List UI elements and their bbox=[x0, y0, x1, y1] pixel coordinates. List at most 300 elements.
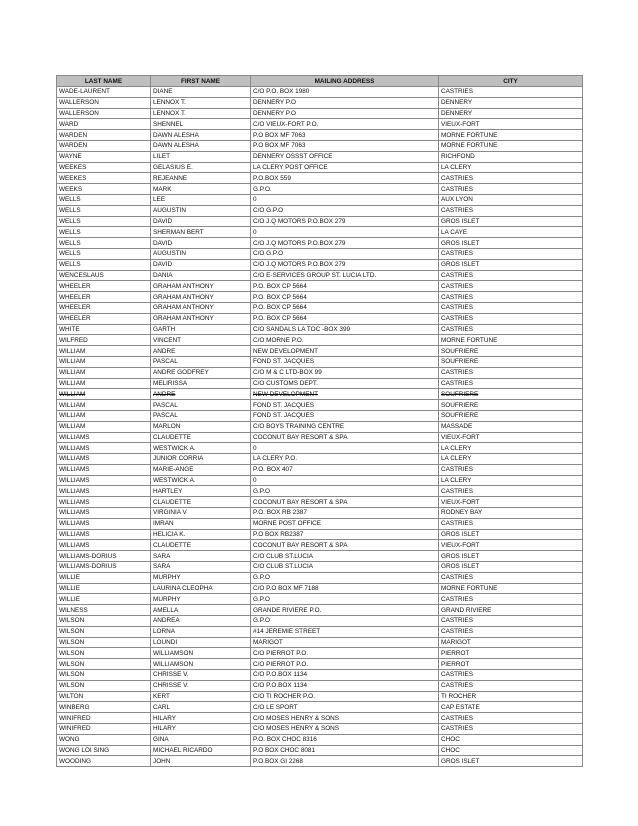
cell-first-name: MARLON bbox=[151, 421, 251, 432]
cell-last-name: WELLS bbox=[57, 205, 151, 216]
table-row bbox=[57, 292, 583, 303]
cell-city: MORNE FORTUNE bbox=[439, 583, 583, 594]
cell-mailing-address: C/O TI ROCHER P.O. bbox=[251, 691, 439, 702]
cell-last-name: WEEKES bbox=[57, 162, 151, 173]
table-row bbox=[57, 302, 583, 313]
cell-mailing-address: 0 bbox=[251, 475, 439, 486]
cell-first-name: CARL bbox=[151, 702, 251, 713]
cell-mailing-address: 0 bbox=[251, 194, 439, 205]
cell-first-name: GINA bbox=[151, 734, 251, 745]
cell-city: DENNERY bbox=[439, 108, 583, 119]
cell-city: GROS ISLET bbox=[439, 562, 583, 573]
table-row bbox=[57, 119, 583, 130]
table-row bbox=[57, 259, 583, 270]
cell-mailing-address: C/O P.O.BOX 1134 bbox=[251, 680, 439, 691]
table-row bbox=[57, 410, 583, 421]
cell-city: PIERROT bbox=[439, 648, 583, 659]
table-row bbox=[57, 335, 583, 346]
cell-mailing-address: C/O CLUB ST.LUCIA bbox=[251, 551, 439, 562]
cell-mailing-address: P.O. BOX CHOC 8316 bbox=[251, 734, 439, 745]
cell-mailing-address: P.O BOX MF 7063 bbox=[251, 130, 439, 141]
table-row bbox=[57, 724, 583, 735]
cell-last-name: WELLS bbox=[57, 216, 151, 227]
cell-first-name: KERT bbox=[151, 691, 251, 702]
cell-city: GROS ISLET bbox=[439, 238, 583, 249]
cell-city: CASTRIES bbox=[439, 378, 583, 389]
cell-city: CAP ESTATE bbox=[439, 702, 583, 713]
cell-mailing-address: COCONUT BAY RESORT & SPA bbox=[251, 497, 439, 508]
cell-last-name: WILLIAMS bbox=[57, 497, 151, 508]
table-row bbox=[57, 605, 583, 616]
cell-first-name: VIRGINIA V bbox=[151, 508, 251, 519]
table-row bbox=[57, 421, 583, 432]
table-row bbox=[57, 648, 583, 659]
cell-city: PIERROT bbox=[439, 659, 583, 670]
table-row bbox=[57, 130, 583, 141]
cell-first-name: DAWN ALESHA bbox=[151, 140, 251, 151]
cell-last-name: WARD bbox=[57, 119, 151, 130]
cell-first-name: DIANE bbox=[151, 87, 251, 98]
cell-city: MORNE FORTUNE bbox=[439, 130, 583, 141]
cell-mailing-address: C/O E-SERVICES GROUP ST. LUCIA LTD. bbox=[251, 270, 439, 281]
cell-last-name: WILLIAMS bbox=[57, 518, 151, 529]
table-row bbox=[57, 670, 583, 681]
cell-city: CASTRIES bbox=[439, 616, 583, 627]
table-row bbox=[57, 151, 583, 162]
cell-mailing-address: C/O J.Q MOTORS P.O.BOX 279 bbox=[251, 216, 439, 227]
table-row bbox=[57, 616, 583, 627]
cell-last-name: WILSON bbox=[57, 648, 151, 659]
table-row bbox=[57, 356, 583, 367]
cell-mailing-address: P.O.BOX GI 2268 bbox=[251, 756, 439, 767]
cell-mailing-address: G.P.O bbox=[251, 616, 439, 627]
cell-first-name: AMELLA bbox=[151, 605, 251, 616]
cell-city: CASTRIES bbox=[439, 173, 583, 184]
cell-mailing-address: C/O MOSES HENRY & SONS bbox=[251, 713, 439, 724]
table-row bbox=[57, 529, 583, 540]
table-row bbox=[57, 324, 583, 335]
cell-city: CASTRIES bbox=[439, 464, 583, 475]
cell-last-name: WINBERG bbox=[57, 702, 151, 713]
cell-last-name: WILSON bbox=[57, 659, 151, 670]
table-row bbox=[57, 346, 583, 357]
cell-first-name: SARA bbox=[151, 562, 251, 573]
cell-last-name: WILLIAM bbox=[57, 389, 151, 400]
table-row bbox=[57, 216, 583, 227]
cell-first-name: GRAHAM ANTHONY bbox=[151, 313, 251, 324]
cell-first-name: LOUNDI bbox=[151, 637, 251, 648]
cell-city: CASTRIES bbox=[439, 680, 583, 691]
cell-city: LA CAYE bbox=[439, 227, 583, 238]
cell-mailing-address: C/O LE SPORT bbox=[251, 702, 439, 713]
cell-first-name: MURPHY bbox=[151, 572, 251, 583]
table-row bbox=[57, 432, 583, 443]
cell-last-name: WILLIAMS bbox=[57, 508, 151, 519]
cell-city: LA CLERY bbox=[439, 443, 583, 454]
cell-last-name: WELLS bbox=[57, 238, 151, 249]
cell-city: CASTRIES bbox=[439, 594, 583, 605]
cell-mailing-address: P.O. BOX RB 2387 bbox=[251, 508, 439, 519]
cell-first-name: DAWN ALESHA bbox=[151, 130, 251, 141]
cell-mailing-address: COCONUT BAY RESORT & SPA bbox=[251, 540, 439, 551]
table-row bbox=[57, 227, 583, 238]
cell-last-name: WARDEN bbox=[57, 130, 151, 141]
cell-city: CASTRIES bbox=[439, 486, 583, 497]
cell-city: CHOC bbox=[439, 734, 583, 745]
cell-first-name: REJEANNE bbox=[151, 173, 251, 184]
cell-last-name: WILLIAM bbox=[57, 378, 151, 389]
cell-city: CASTRIES bbox=[439, 248, 583, 259]
table-row bbox=[57, 734, 583, 745]
cell-city: CASTRIES bbox=[439, 518, 583, 529]
cell-first-name: LORNA bbox=[151, 626, 251, 637]
cell-last-name: WINIFRED bbox=[57, 724, 151, 735]
cell-city: CASTRIES bbox=[439, 302, 583, 313]
cell-city: MORNE FORTUNE bbox=[439, 140, 583, 151]
cell-city: MARIGOT bbox=[439, 637, 583, 648]
cell-last-name: WOODING bbox=[57, 756, 151, 767]
table-row bbox=[57, 87, 583, 98]
cell-last-name: WELLS bbox=[57, 248, 151, 259]
cell-last-name: WILLIAMS bbox=[57, 454, 151, 465]
cell-first-name: WESTWICK A. bbox=[151, 475, 251, 486]
cell-last-name: WILLIAM bbox=[57, 346, 151, 357]
cell-last-name: WILLIAMS bbox=[57, 443, 151, 454]
table-row bbox=[57, 389, 583, 400]
cell-last-name: WILLIE bbox=[57, 583, 151, 594]
cell-city: CASTRIES bbox=[439, 626, 583, 637]
table-row bbox=[57, 497, 583, 508]
cell-last-name: WAYNE bbox=[57, 151, 151, 162]
cell-mailing-address: C/O J.Q MOTORS P.O.BOX 279 bbox=[251, 259, 439, 270]
cell-mailing-address: C/O P.O.BOX 1134 bbox=[251, 670, 439, 681]
cell-first-name: GELASIUS E. bbox=[151, 162, 251, 173]
cell-last-name: WILLIAMS-DORIUS bbox=[57, 551, 151, 562]
cell-first-name: CLAUDETTE bbox=[151, 497, 251, 508]
cell-city: GRAND RIVIERE bbox=[439, 605, 583, 616]
cell-mailing-address: NEW DEVELOPMENT bbox=[251, 389, 439, 400]
cell-city: VIEUX-FORT bbox=[439, 432, 583, 443]
cell-mailing-address: C/O J.Q MOTORS P.O.BOX 279 bbox=[251, 238, 439, 249]
cell-city: CASTRIES bbox=[439, 367, 583, 378]
cell-city: CASTRIES bbox=[439, 205, 583, 216]
cell-first-name: PASCAL bbox=[151, 410, 251, 421]
table-row bbox=[57, 756, 583, 767]
cell-first-name: MARIE-ANGE bbox=[151, 464, 251, 475]
cell-last-name: WILFRED bbox=[57, 335, 151, 346]
cell-mailing-address: 0 bbox=[251, 443, 439, 454]
table-row bbox=[57, 270, 583, 281]
cell-last-name: WINIFRED bbox=[57, 713, 151, 724]
cell-city: CHOC bbox=[439, 745, 583, 756]
cell-last-name: WONG bbox=[57, 734, 151, 745]
cell-city: CASTRIES bbox=[439, 313, 583, 324]
cell-city: CASTRIES bbox=[439, 184, 583, 195]
cell-mailing-address: G.P.O. bbox=[251, 184, 439, 195]
cell-mailing-address: DENNERY P.O bbox=[251, 108, 439, 119]
cell-last-name: WILLIAM bbox=[57, 367, 151, 378]
table-row bbox=[57, 140, 583, 151]
table-row bbox=[57, 475, 583, 486]
cell-mailing-address: P.O. BOX CP 5664 bbox=[251, 302, 439, 313]
cell-first-name: AUGUSTIN bbox=[151, 205, 251, 216]
cell-first-name: WILLIAMSON bbox=[151, 648, 251, 659]
cell-mailing-address: P.O BOX CHOC 8081 bbox=[251, 745, 439, 756]
cell-first-name: IMRAN bbox=[151, 518, 251, 529]
cell-last-name: WHEELER bbox=[57, 281, 151, 292]
cell-mailing-address: P.O.BOX 559 bbox=[251, 173, 439, 184]
header-first-name: FIRST NAME bbox=[151, 76, 251, 87]
cell-mailing-address: FOND ST. JACQUES bbox=[251, 410, 439, 421]
cell-first-name: GRAHAM ANTHONY bbox=[151, 281, 251, 292]
cell-mailing-address: DENNERY P.O bbox=[251, 97, 439, 108]
cell-last-name: WELLS bbox=[57, 194, 151, 205]
cell-first-name: ANDREA bbox=[151, 616, 251, 627]
cell-first-name: ANDRE bbox=[151, 389, 251, 400]
table-row bbox=[57, 691, 583, 702]
cell-last-name: WADE-LAURENT bbox=[57, 87, 151, 98]
cell-last-name: WILLIAMS bbox=[57, 540, 151, 551]
cell-first-name: SHENNEL bbox=[151, 119, 251, 130]
table-row bbox=[57, 194, 583, 205]
cell-last-name: WILLIAM bbox=[57, 356, 151, 367]
cell-first-name: ANDRE GODFREY bbox=[151, 367, 251, 378]
cell-city: MORNE FORTUNE bbox=[439, 335, 583, 346]
cell-mailing-address: G.P.O bbox=[251, 594, 439, 605]
cell-first-name: SHERMAN BERT bbox=[151, 227, 251, 238]
cell-last-name: WHEELER bbox=[57, 292, 151, 303]
cell-first-name: GRAHAM ANTHONY bbox=[151, 302, 251, 313]
table-row bbox=[57, 184, 583, 195]
table-row bbox=[57, 238, 583, 249]
table-row bbox=[57, 313, 583, 324]
cell-mailing-address: MARIGOT bbox=[251, 637, 439, 648]
cell-first-name: MICHAEL RICARDO bbox=[151, 745, 251, 756]
cell-city: SOUFRIERE bbox=[439, 346, 583, 357]
cell-last-name: WONG LOI SING bbox=[57, 745, 151, 756]
cell-mailing-address: LA CLERY P.O. bbox=[251, 454, 439, 465]
cell-last-name: WILLIAMS bbox=[57, 529, 151, 540]
cell-last-name: WILLIAMS bbox=[57, 475, 151, 486]
table-row bbox=[57, 162, 583, 173]
cell-first-name: PASCAL bbox=[151, 356, 251, 367]
cell-first-name: DAVID bbox=[151, 259, 251, 270]
cell-mailing-address: DENNERY OSSST OFFICE bbox=[251, 151, 439, 162]
table-row bbox=[57, 594, 583, 605]
cell-city: CASTRIES bbox=[439, 572, 583, 583]
table-row bbox=[57, 572, 583, 583]
cell-city: DENNERY bbox=[439, 97, 583, 108]
table-row bbox=[57, 248, 583, 259]
cell-city: CASTRIES bbox=[439, 713, 583, 724]
cell-last-name: WALLERSON bbox=[57, 108, 151, 119]
cell-last-name: WELLS bbox=[57, 259, 151, 270]
cell-mailing-address: MORNE POST OFFICE bbox=[251, 518, 439, 529]
cell-mailing-address: C/O CLUB ST.LUCIA bbox=[251, 562, 439, 573]
cell-city: LA CLERY bbox=[439, 454, 583, 465]
cell-last-name: WILLIAM bbox=[57, 400, 151, 411]
cell-mailing-address: C/O G.P.O bbox=[251, 248, 439, 259]
header-row bbox=[57, 76, 583, 87]
cell-last-name: WILNESS bbox=[57, 605, 151, 616]
cell-first-name: CHRISSE V. bbox=[151, 680, 251, 691]
cell-mailing-address: 0 bbox=[251, 227, 439, 238]
table-row bbox=[57, 551, 583, 562]
cell-mailing-address: P.O. BOX CP 5664 bbox=[251, 292, 439, 303]
cell-mailing-address: C/O P.O BOX MF 7188 bbox=[251, 583, 439, 594]
table-row bbox=[57, 702, 583, 713]
table-row bbox=[57, 108, 583, 119]
cell-last-name: WILSON bbox=[57, 626, 151, 637]
cell-mailing-address: C/O SANDALS LA TOC -BOX 399 bbox=[251, 324, 439, 335]
cell-first-name: GARTH bbox=[151, 324, 251, 335]
cell-last-name: WILSON bbox=[57, 616, 151, 627]
cell-city: RODNEY BAY bbox=[439, 508, 583, 519]
cell-city: TI ROCHER bbox=[439, 691, 583, 702]
cell-last-name: WALLERSON bbox=[57, 97, 151, 108]
cell-last-name: WILLIAM bbox=[57, 410, 151, 421]
cell-city: GROS ISLET bbox=[439, 529, 583, 540]
cell-first-name: LAURINA CLEOPHA bbox=[151, 583, 251, 594]
cell-first-name: SARA bbox=[151, 551, 251, 562]
cell-mailing-address: C/O P.O. BOX 1980 bbox=[251, 87, 439, 98]
table-row bbox=[57, 713, 583, 724]
cell-first-name: DAVID bbox=[151, 216, 251, 227]
cell-mailing-address: C/O BOYS TRAINING CENTRE bbox=[251, 421, 439, 432]
cell-last-name: WHITE bbox=[57, 324, 151, 335]
cell-mailing-address: NEW DEVELOPMENT bbox=[251, 346, 439, 357]
table-row bbox=[57, 454, 583, 465]
cell-first-name: CHRISSE V. bbox=[151, 670, 251, 681]
cell-first-name: LENNOX T. bbox=[151, 108, 251, 119]
table-row bbox=[57, 518, 583, 529]
cell-mailing-address: #14 JEREMIE STREET bbox=[251, 626, 439, 637]
cell-mailing-address: LA CLERY POST OFFICE bbox=[251, 162, 439, 173]
table-row bbox=[57, 745, 583, 756]
cell-last-name: WILTON bbox=[57, 691, 151, 702]
cell-city: CASTRIES bbox=[439, 324, 583, 335]
cell-last-name: WEEKS bbox=[57, 184, 151, 195]
table-row bbox=[57, 367, 583, 378]
cell-city: VIEUX-FORT bbox=[439, 119, 583, 130]
table-row bbox=[57, 378, 583, 389]
cell-last-name: WILSON bbox=[57, 670, 151, 681]
table-row bbox=[57, 508, 583, 519]
cell-city: RICHFOND bbox=[439, 151, 583, 162]
header-city: CITY bbox=[439, 76, 583, 87]
table-row bbox=[57, 173, 583, 184]
cell-mailing-address: C/O VIEUX-FORT P.O. bbox=[251, 119, 439, 130]
cell-mailing-address: P.O. BOX CP 5664 bbox=[251, 281, 439, 292]
cell-last-name: WILLIE bbox=[57, 572, 151, 583]
cell-city: CASTRIES bbox=[439, 724, 583, 735]
cell-mailing-address: C/O M & C LTD-BOX 99 bbox=[251, 367, 439, 378]
cell-city: SOUFRIERE bbox=[439, 400, 583, 411]
cell-last-name: WHEELER bbox=[57, 313, 151, 324]
cell-city: SOUFRIERE bbox=[439, 410, 583, 421]
cell-last-name: WARDEN bbox=[57, 140, 151, 151]
cell-first-name: WESTWICK A. bbox=[151, 443, 251, 454]
cell-first-name: JUNIOR CORRIA bbox=[151, 454, 251, 465]
cell-first-name: HILARY bbox=[151, 724, 251, 735]
table-row bbox=[57, 637, 583, 648]
table-row bbox=[57, 97, 583, 108]
cell-mailing-address: C/O PIERROT P.O. bbox=[251, 648, 439, 659]
cell-first-name: HILARY bbox=[151, 713, 251, 724]
table-row bbox=[57, 680, 583, 691]
cell-city: VIEUX-FORT bbox=[439, 497, 583, 508]
cell-city: CASTRIES bbox=[439, 281, 583, 292]
cell-mailing-address: P.O BOX RB2387 bbox=[251, 529, 439, 540]
cell-last-name: WILSON bbox=[57, 637, 151, 648]
cell-mailing-address: P.O BOX MF 7063 bbox=[251, 140, 439, 151]
cell-first-name: LILET bbox=[151, 151, 251, 162]
cell-mailing-address: COCONUT BAY RESORT & SPA bbox=[251, 432, 439, 443]
cell-city: CASTRIES bbox=[439, 670, 583, 681]
table-row bbox=[57, 281, 583, 292]
cell-last-name: WILLIE bbox=[57, 594, 151, 605]
cell-mailing-address: GRANDE RIVIERE P.O. bbox=[251, 605, 439, 616]
cell-city: GROS ISLET bbox=[439, 216, 583, 227]
cell-first-name: JOHN bbox=[151, 756, 251, 767]
cell-city: SOUFRIERE bbox=[439, 356, 583, 367]
cell-mailing-address: FOND ST. JACQUES bbox=[251, 400, 439, 411]
cell-city: SOUFRIERE bbox=[439, 389, 583, 400]
cell-last-name: WHEELER bbox=[57, 302, 151, 313]
cell-mailing-address: P.O. BOX 407 bbox=[251, 464, 439, 475]
cell-city: CASTRIES bbox=[439, 87, 583, 98]
cell-mailing-address: C/O PIERROT P.O. bbox=[251, 659, 439, 670]
cell-last-name: WILSON bbox=[57, 680, 151, 691]
cell-first-name: DAVID bbox=[151, 238, 251, 249]
table-row bbox=[57, 464, 583, 475]
cell-city: MASSADE bbox=[439, 421, 583, 432]
cell-first-name: MARK bbox=[151, 184, 251, 195]
cell-city: LA CLERY bbox=[439, 162, 583, 173]
table-row bbox=[57, 562, 583, 573]
cell-last-name: WENCESLAUS bbox=[57, 270, 151, 281]
table-row bbox=[57, 626, 583, 637]
cell-first-name: WILLIAMSON bbox=[151, 659, 251, 670]
cell-mailing-address: P.O. BOX CP 5664 bbox=[251, 313, 439, 324]
cell-city: GROS ISLET bbox=[439, 259, 583, 270]
cell-last-name: WELLS bbox=[57, 227, 151, 238]
cell-first-name: GRAHAM ANTHONY bbox=[151, 292, 251, 303]
header-last-name: LAST NAME bbox=[57, 76, 151, 87]
cell-mailing-address: C/O G.P.O bbox=[251, 205, 439, 216]
cell-mailing-address: C/O CUSTOMS DEPT. bbox=[251, 378, 439, 389]
cell-city: CASTRIES bbox=[439, 270, 583, 281]
cell-first-name: ANDRE bbox=[151, 346, 251, 357]
cell-first-name: LEE bbox=[151, 194, 251, 205]
table-row bbox=[57, 443, 583, 454]
cell-first-name: MURPHY bbox=[151, 594, 251, 605]
table-row bbox=[57, 659, 583, 670]
table-row bbox=[57, 583, 583, 594]
cell-first-name: PASCAL bbox=[151, 400, 251, 411]
cell-last-name: WILLIAMS bbox=[57, 486, 151, 497]
cell-first-name: DANIA bbox=[151, 270, 251, 281]
table-row bbox=[57, 540, 583, 551]
cell-mailing-address: G.P.O bbox=[251, 486, 439, 497]
cell-city: AUX LYON bbox=[439, 194, 583, 205]
cell-mailing-address: FOND ST. JACQUES bbox=[251, 356, 439, 367]
cell-last-name: WEEKES bbox=[57, 173, 151, 184]
cell-first-name: HARTLEY bbox=[151, 486, 251, 497]
cell-first-name: AUGUSTIN bbox=[151, 248, 251, 259]
cell-city: GROS ISLET bbox=[439, 551, 583, 562]
cell-first-name: MELIRISSA bbox=[151, 378, 251, 389]
